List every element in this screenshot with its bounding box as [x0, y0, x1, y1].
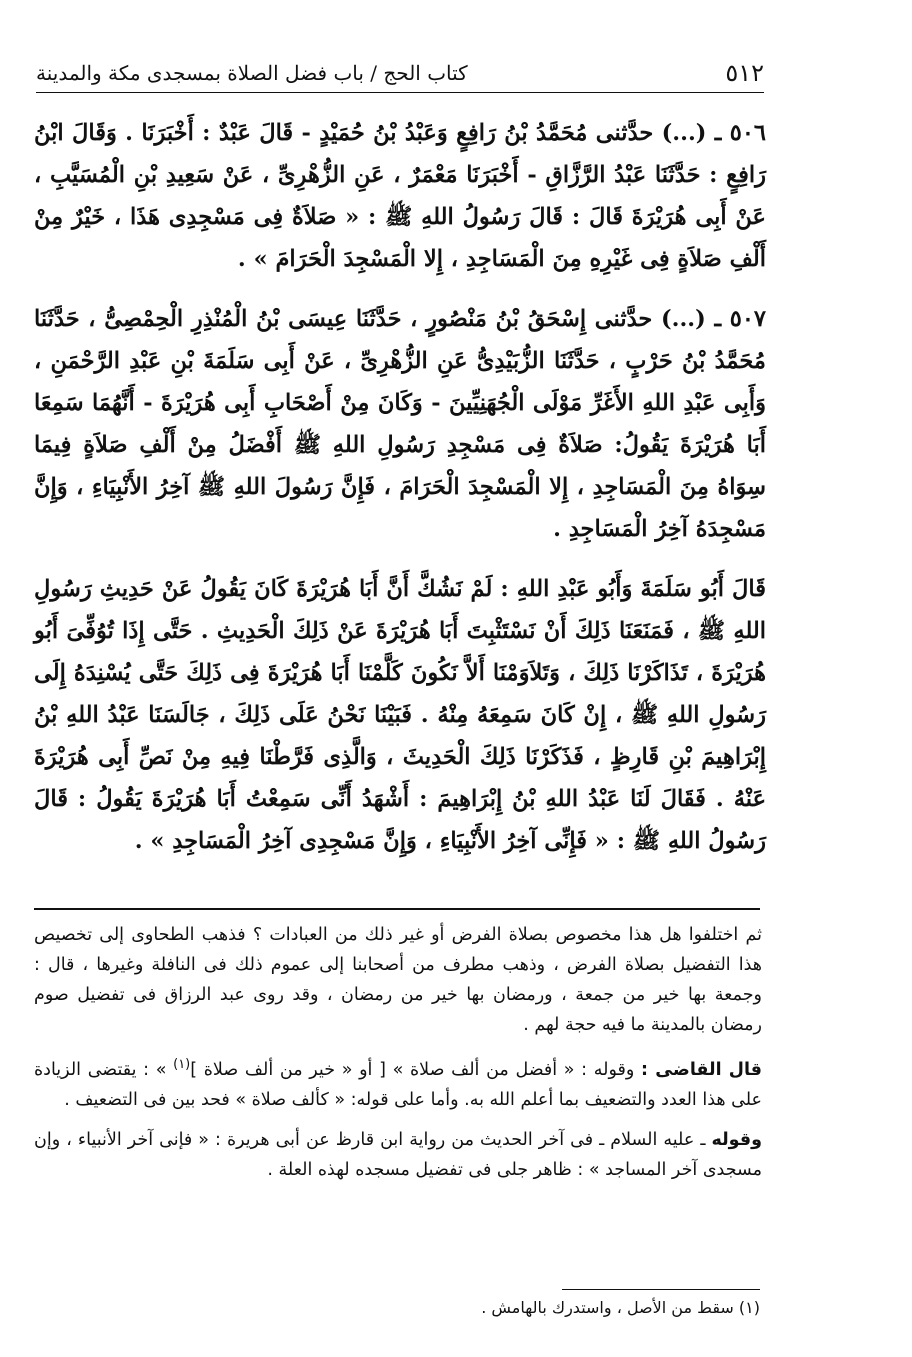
commentary-lead: وقوله: [711, 1129, 762, 1150]
hadith-506: [34, 112, 766, 280]
commentary-text: ـ عليه السلام ـ فى آخر الحديث من رواية ابن قارظ عن أبى هريرة : « فإنى آخر الأنبياء ، وإن مسجدى آخر المساجد » : ظاهر جلى فى تفضيل مسجده لهذه العلة .: [34, 1129, 762, 1180]
commentary-separator: [34, 908, 760, 910]
hadith-number: ٥٠٧: [729, 306, 766, 332]
footnote-marker: (١): [173, 1057, 191, 1072]
footnote-rule: [562, 1289, 760, 1290]
hadith-body: ـ (...) حدَّثنى مُحَمَّدُ بْنُ رَافِعٍ وَعَبْدُ بْنُ حُمَيْدٍ - قَالَ عَبْدٌ : أَخْبَرَنَا . وَقَالَ ابْنُ رَافِعٍ : حَدَّثَنَا عَبْدُ الرَّزَّاقِ - أَخْبَرَنَا مَعْمَرٌ ، عَنِ الزُّهْرِىِّ ، عَنْ سَعِيدِ بْنِ الْمُسَيَّبِ ، عَنْ أَبِى هُرَيْرَةَ قَالَ : قَالَ رَسُولُ اللهِ ﷺ : « صَلاَةٌ فِى مَسْجِدِى هَذَا ، خَيْرٌ مِنْ أَلْفِ صَلاَةٍ فِى غَيْرِهِ مِنَ الْمَسَاجِدِ ، إِلا الْمَسْجِدَ الْحَرَامَ » .: [34, 120, 766, 272]
commentary-paragraph: [34, 1050, 762, 1115]
commentary-paragraph: [34, 1125, 762, 1185]
hadith-number: ٥٠٦: [729, 120, 766, 146]
page-header: [36, 52, 764, 93]
commentary-paragraph: ثم اختلفوا هل هذا مخصوص بصلاة الفرض أو غير ذلك من العبادات ؟ فذهب الطحاوى إلى تخصيص هذا التفضيل بصلاة الفرض ، وذهب مطرف من أصحابنا إلى عموم ذلك فى النافلة وغيرها ، قال : وجمعة بها خير من جمعة ، ورمضان بها خير من رمضان ، وقد روى عبد الرزاق فى تفضيل صوم رمضان بالمدينة ما فيه حجة لهم .: [34, 925, 762, 1035]
commentary-lead: قال القاضى :: [641, 1059, 762, 1080]
commentary-text: » : يقتضى الزيادة على هذا العدد والتضعيف بما أعلم الله به. وأما على قوله: « كألف صلاة » فحد بين فى التضعيف .: [34, 1059, 762, 1110]
commentary-text: وقوله : « أفضل من ألف صلاة » [ أو « خير من ألف صلاة ]: [190, 1059, 635, 1080]
commentary: [34, 920, 762, 1195]
hadith-text: [34, 112, 766, 880]
hadith-continuation: قَالَ أَبُو سَلَمَةَ وَأَبُو عَبْدِ اللهِ : لَمْ نَشُكَّ أَنَّ أَبَا هُرَيْرَةَ كَانَ يَقُولُ عَنْ حَدِيثِ رَسُولِ اللهِ ﷺ ، فَمَنَعَنَا ذَلِكَ أَنْ نَسْتَثْبِتَ أَبَا هُرَيْرَةَ عَنْ ذَلِكَ الْحَدِيثِ . حَتَّى إِذَا تُوُفِّىَ أَبُو هُرَيْرَةَ ، تَذَاكَرْنَا ذَلِكَ ، وَتَلاَوَمْنَا أَلاَّ نَكُونَ كَلَّمْنَا أَبَا هُرَيْرَةَ فِى ذَلِكَ حَتَّى يُسْنِدَهُ إِلَى رَسُولِ اللهِ ﷺ ، إِنْ كَانَ سَمِعَهُ مِنْهُ . فَبَيْنَا نَحْنُ عَلَى ذَلِكَ ، جَالَسَنَا عَبْدُ اللهِ بْنُ إِبْرَاهِيمَ بْنِ قَارِظٍ ، فَذَكَرْنَا ذَلِكَ الْحَدِيثَ ، وَالَّذِى فَرَّطْنَا فِيهِ مِنْ نَصِّ أَبِى هُرَيْرَةَ عَنْهُ . فَقَالَ لَنَا عَبْدُ اللهِ بْنُ إِبْرَاهِيمَ : أَشْهَدُ أَنِّى سَمِعْتُ أَبَا هُرَيْرَةَ يَقُولُ : قَالَ رَسُولُ اللهِ ﷺ : « فَإِنِّى آخِرُ الأَنْبِيَاءِ ، وَإِنَّ مَسْجِدِى آخِرُ الْمَسَاجِدِ » .: [34, 576, 766, 854]
page-number: ٥١٢: [725, 59, 764, 87]
hadith-body: ـ (...) حدَّثنى إِسْحَقُ بْنُ مَنْصُورٍ ، حَدَّثَنَا عِيسَى بْنُ الْمُنْذِرِ الْحِمْصِىُّ ، حَدَّثَنَا مُحَمَّدُ بْنُ حَرْبٍ ، حَدَّثَنَا الزُّبَيْدِىُّ عَنِ الزُّهْرِىِّ ، عَنْ أَبِى سَلَمَةَ بْنِ عَبْدِ الرَّحْمَنِ ، وَأَبِى عَبْدِ اللهِ الأَغَرِّ مَوْلَى الْجُهَنِيِّينَ - وَكَانَ مِنْ أَصْحَابِ أَبِى هُرَيْرَةَ - أَنَّهُمَا سَمِعَا أَبَا هُرَيْرَةَ يَقُولُ: صَلاَةٌ فِى مَسْجِدِ رَسُولِ اللهِ ﷺ أَفْضَلُ مِنْ أَلْفِ صَلاَةٍ فِيمَا سِوَاهُ مِنَ الْمَسَاجِدِ ، إِلا الْمَسْجِدَ الْحَرَامَ ، فَإِنَّ رَسُولَ اللهِ ﷺ آخِرُ الأَنْبِيَاءِ ، وَإِنَّ مَسْجِدَهُ آخِرُ الْمَسَاجِدِ .: [34, 306, 766, 542]
running-head: كتاب الحج / باب فضل الصلاة بمسجدى مكة والمدينة: [36, 61, 468, 85]
hadith-507: [34, 298, 766, 550]
footnote: (١) سقط من الأصل ، واستدرك بالهامش .: [481, 1298, 760, 1317]
